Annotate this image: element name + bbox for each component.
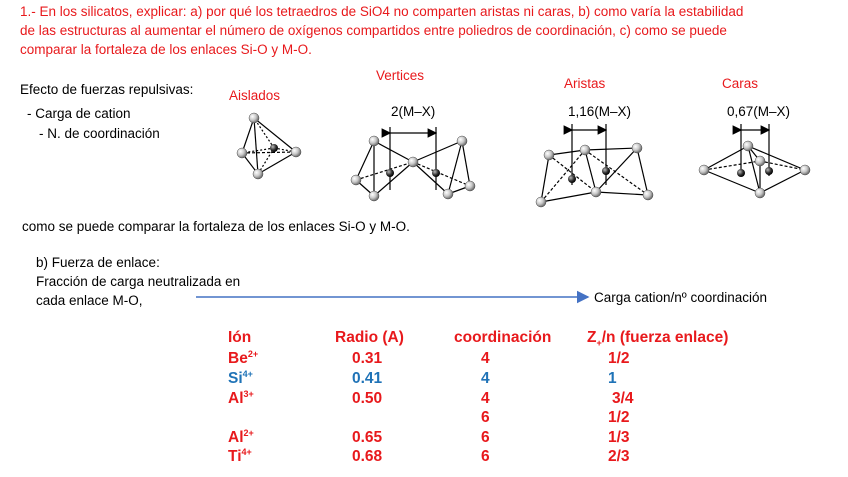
row-al2-radius: 0.65 <box>352 429 383 446</box>
row-ti-coord: 6 <box>481 448 490 465</box>
row-si-ion: $Si^{4+}$ <box>228 368 253 387</box>
header-strength: $Z_+/n$ (fuerza enlace) <box>587 329 729 349</box>
row-si-coord: 4 <box>481 370 490 387</box>
row-al2-strength: 1/3 <box>608 429 630 446</box>
label-vertices: Vertices <box>376 68 425 83</box>
row-al2-ion: $Al^{2+}$ <box>228 427 254 446</box>
question-line-2: de las estructuras al aumentar el número de oxígenos compartidos entre poliedros de coordinación, c) como se puede <box>20 23 727 38</box>
row-al2-coord: 6 <box>481 429 490 446</box>
row-si-strength: 1 <box>608 370 617 387</box>
repulsive-title: Efecto de fuerzas repulsivas: <box>20 82 194 97</box>
row-al3-6-strength: 1/2 <box>608 409 630 426</box>
row-si-radius: 0.41 <box>352 370 383 387</box>
row-al3-6-coord: 6 <box>481 409 490 426</box>
isolated-tetrahedron <box>242 118 296 174</box>
repulsive-item-coordination: - N. de coordinación <box>39 126 160 141</box>
dimension-vertices: 2(M–X) <box>391 104 436 119</box>
bond-title: b) Fuerza de enlace: <box>36 255 160 270</box>
compare-line: como se puede comparar la fortaleza de los enlaces Si-O y M-O. <box>22 219 410 234</box>
row-be-radius: 0.31 <box>352 350 383 367</box>
repulsive-item-charge: - Carga de cation <box>27 106 131 121</box>
dimension-aristas: 1,16(M–X) <box>568 104 632 119</box>
header-ion: Ión <box>228 329 252 346</box>
arrow-target-label: Carga cation/nº coordinación <box>594 290 768 305</box>
row-ti-strength: 2/3 <box>608 448 630 465</box>
row-al3-strength: 3/4 <box>612 390 634 407</box>
row-al3-coord: 4 <box>481 390 490 407</box>
row-ti-radius: 0.68 <box>352 448 383 465</box>
row-be-ion: $Be^{2+}$ <box>228 348 259 367</box>
row-be-strength: 1/2 <box>608 350 630 367</box>
row-ti-ion: $Ti^{4+}$ <box>228 446 252 465</box>
question-line-1: 1.- En los silicatos, explicar: a) por qué los tetraedros de SiO4 no comparten aristas ni caras, b) como varía la estabilidad <box>20 4 744 19</box>
dimension-caras: 0,67(M–X) <box>727 104 791 119</box>
face-sharing-tetrahedra <box>704 124 805 193</box>
row-be-coord: 4 <box>481 350 490 367</box>
label-aislados: Aislados <box>229 88 281 103</box>
header-coordination: coordinación <box>454 329 552 346</box>
label-aristas: Aristas <box>564 76 606 91</box>
row-al3-ion: $Al^{3+}$ <box>228 388 254 407</box>
header-radius: Radio (A) <box>335 329 404 346</box>
label-caras: Caras <box>722 76 759 91</box>
row-al3-radius: 0.50 <box>352 390 383 407</box>
bond-line-2: cada enlace M-O, <box>36 293 143 308</box>
bond-line-1: Fracción de carga neutralizada en <box>36 274 241 289</box>
question-line-3: comparar la fortaleza de los enlaces Si-O y M-O. <box>20 42 312 57</box>
